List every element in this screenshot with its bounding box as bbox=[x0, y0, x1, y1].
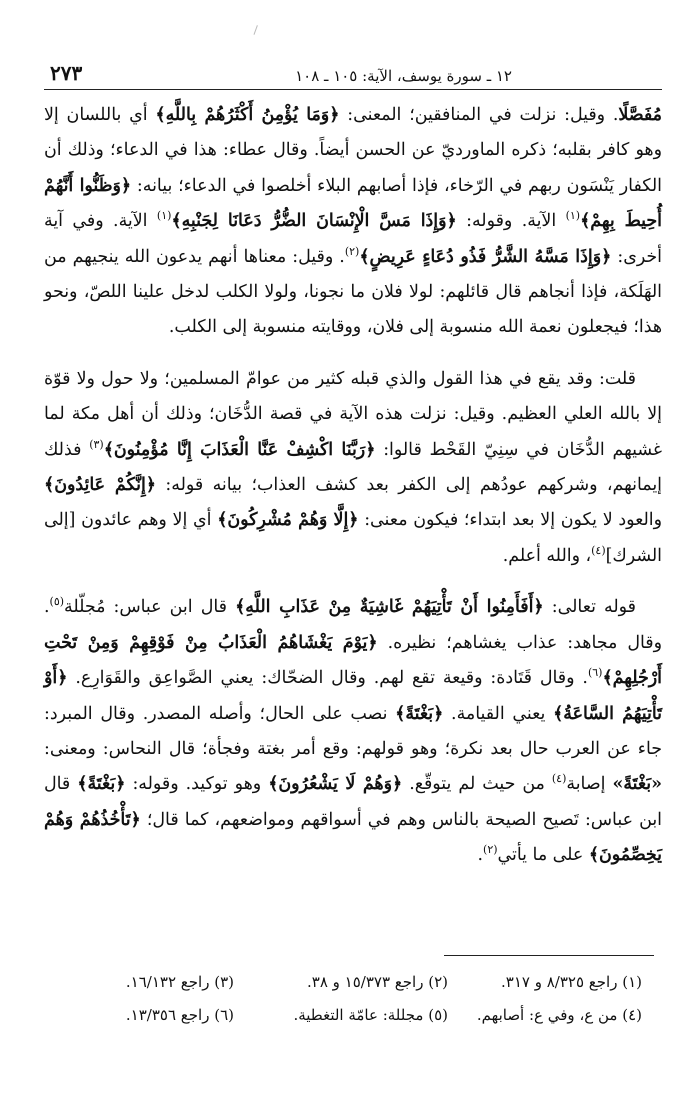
body-text-segment: . وقال قَتَادة: وقيعة تقع لهم. وقال الضحّاك: يعني الصَّواعِق والقَوَارِع. bbox=[67, 668, 588, 689]
quran-verse: ﴿أَوْ تَأْتِيَهُمُ السَّاعَةُ﴾ bbox=[44, 668, 662, 724]
body-text-segment: أي باللسان إلا وهو كافر بقلبه؛ ذكره الماورديّ عن الحسن أيضاً. وقال عطاء: هذا في الدعاء؛ وذلك أن الكفار يَنْسَون ربهم في الرّخاء، فإذا أصابهم البلاء أخلصوا في الدعاء؛ بيانه: bbox=[44, 105, 663, 196]
quran-verse: ﴿وَظَنُّوا أَنَّهُمْ أُحِيطَ بِهِمْ﴾ bbox=[44, 175, 662, 232]
body-text-segment: فذلك إيمانهم، وشركهم عودُهم إلى الكفر بعد كشف العذاب؛ بيانه قوله: bbox=[44, 439, 662, 496]
footnote-row-2 bbox=[42, 999, 642, 1032]
body-text-segment: أي إلا وهم عائدون [إلى الشرك] bbox=[44, 510, 662, 566]
body-text-segment: وهو توكيد. وقوله: bbox=[125, 774, 269, 795]
quran-verse: ﴿يَوْمَ يَغْشَاهُمُ الْعَذَابُ مِنْ فَوْقِهِمْ وَمِنْ تَحْتِ أَرْجُلِهِمْ﴾ bbox=[44, 632, 662, 689]
quran-verse: ﴿وَهُمْ لَا يَشْعُرُونَ﴾ bbox=[268, 774, 403, 795]
body-text-segment: . وقيل: نزلت في المنافقين؛ المعنى: bbox=[339, 105, 619, 125]
body-text-segment: الآية. وقوله: bbox=[456, 211, 566, 232]
footnote-reference: (٦) bbox=[587, 666, 603, 680]
footnote-3: (٣) راجع ١٦/١٣٢. bbox=[125, 973, 234, 991]
body-text-segment: والعود لا يكون إلا بعد ابتداء؛ فيكون معنى: bbox=[358, 510, 662, 531]
footnote-reference: (٤) bbox=[591, 544, 606, 558]
body-text-segment: الآية. وفي آية أخرى: bbox=[44, 211, 663, 267]
body-text-segment: . bbox=[477, 845, 484, 866]
paragraph-1 bbox=[44, 98, 662, 346]
footnote-row-1 bbox=[42, 966, 642, 999]
quran-verse: ﴿أَفَأَمِنُوا أَنْ تَأْتِيَهُمْ غَاشِيَةٌ مِنْ عَذَابِ اللَّهِ﴾ bbox=[235, 597, 544, 618]
body-text-segment: إصابة bbox=[566, 774, 613, 795]
footnote-5: (٥) مجللة: عامّة التغطية. bbox=[293, 1006, 448, 1024]
body-text-segment: . وقال مجاهد: عذاب يغشاهم؛ نظيره. bbox=[44, 597, 662, 653]
stray-pen-mark bbox=[254, 25, 264, 37]
body-text-segment: قال ابن عباس: تَصيح الصيحة بالناس وهم في أسواقهم ومواضعهم، كما قال؛ bbox=[44, 774, 662, 830]
body-text-segment: قال ابن عباس: مُجلّلة bbox=[64, 597, 236, 618]
quran-verse: ﴿بَغْتَةً﴾ bbox=[77, 774, 126, 795]
running-title: ١٢ ـ سورة يوسف، الآية: ١٠٥ ـ ١٠٨ bbox=[295, 67, 512, 85]
footnote-2: (٢) راجع ١٥/٣٧٣ و ٣٨. bbox=[306, 973, 448, 991]
body-text-segment: قوله تعالى: bbox=[543, 597, 636, 618]
footnote-reference: (١) bbox=[156, 209, 172, 223]
footnote-4: (٤) من ع، وفي ع: أصابهم. bbox=[476, 1006, 642, 1024]
body-text-segment: نصب على الحال؛ وأصله المصدر. وقال المبرد: جاء عن العرب حال بعد نكرة؛ وهو قولهم: وقع أمر بغتة وفجأة؛ قال النحاس: ومعنى: bbox=[44, 703, 662, 759]
quran-verse: ﴿وَإِذَا مَسَّهُ الشَّرُّ فَذُو دُعَاءٍ عَرِيضٍ﴾ bbox=[359, 246, 612, 267]
footnote-reference: (٥) bbox=[49, 595, 65, 609]
body-text-segment: قلت: وقد يقع في هذا القول والذي قبله كثير من عوامّ المسلمين؛ ولا حول ولا قوّة إلا بالله العلي العظيم. وقيل: نزلت هذه الآية في قصة الدُّخَان؛ وذلك أن أهل مكة لما غشيهم الدُّخَان في سِنِيّ القَحْط قالوا: bbox=[44, 368, 662, 460]
quran-verse: «بَغْتَةً» bbox=[612, 774, 662, 795]
quran-verse: ﴿بَغْتَةً﴾ bbox=[395, 703, 444, 724]
quran-verse: ﴿وَمَا يُؤْمِنُ أَكْثَرُهُمْ بِاللَّهِ﴾ bbox=[155, 105, 340, 125]
body-text-segment: على ما يأتي bbox=[497, 845, 589, 866]
footnote-reference: (٤) bbox=[551, 772, 567, 786]
body-text-segment: من حيث لم يتوقّع. bbox=[402, 774, 552, 795]
footnote-reference: (٢) bbox=[344, 244, 360, 258]
quran-verse: ﴿وَإِذَا مَسَّ الْإِنْسَانَ الضُّرُّ دَعَانَا لِجَنْبِهِ﴾ bbox=[171, 211, 457, 232]
quran-verse: ﴿إِنَّكُمْ عَائِدُونَ﴾ bbox=[44, 475, 156, 496]
body-text-segment: يعني القيامة. bbox=[443, 703, 554, 724]
quran-verse: ﴿إِلَّا وَهُمْ مُشْرِكُونَ﴾ bbox=[217, 510, 359, 531]
quran-verse: ﴿تَأْخُذُهُمْ وَهُمْ يَخِصِّمُونَ﴾ bbox=[44, 809, 662, 866]
footnote-reference: (٣) bbox=[89, 437, 104, 451]
footnote-reference: (١) bbox=[565, 209, 581, 223]
footnote-reference: (٢) bbox=[483, 843, 498, 857]
body-text-segment: . وقيل: معناها أنهم يدعون الله ينجيهم من الهَلَكة، فإذا أنجاهم قال قائلهم: لولا فلان ما نجونا، ولولا الكلب لدخل علينا اللصّ، ونحو هذا؛ فيجعلون نعمة الله منسوبة إلى فلان، ووقايته منسوبة إلى الكلب. bbox=[44, 246, 662, 338]
body-text bbox=[44, 98, 662, 874]
footnotes bbox=[42, 966, 642, 1032]
page-header bbox=[44, 60, 662, 90]
paragraph-3 bbox=[44, 590, 662, 873]
body-text-segment: ، والله أعلم. bbox=[502, 545, 592, 566]
quran-verse: مُفَصَّلًا bbox=[618, 105, 662, 125]
footnote-1: (١) راجع ٨/٣٢٥ و ٣١٧. bbox=[501, 973, 642, 991]
quran-verse: ﴿رَبَّنَا اكْشِفْ عَنَّا الْعَذَابَ إِنَّا مُؤْمِنُونَ﴾ bbox=[103, 439, 376, 460]
page-number: ٢٧٣ bbox=[50, 61, 83, 85]
footnote-separator bbox=[444, 955, 654, 956]
footnote-6: (٦) راجع ١٣/٣٥٦. bbox=[125, 1006, 234, 1024]
book-page bbox=[44, 60, 662, 874]
paragraph-2 bbox=[44, 362, 662, 574]
